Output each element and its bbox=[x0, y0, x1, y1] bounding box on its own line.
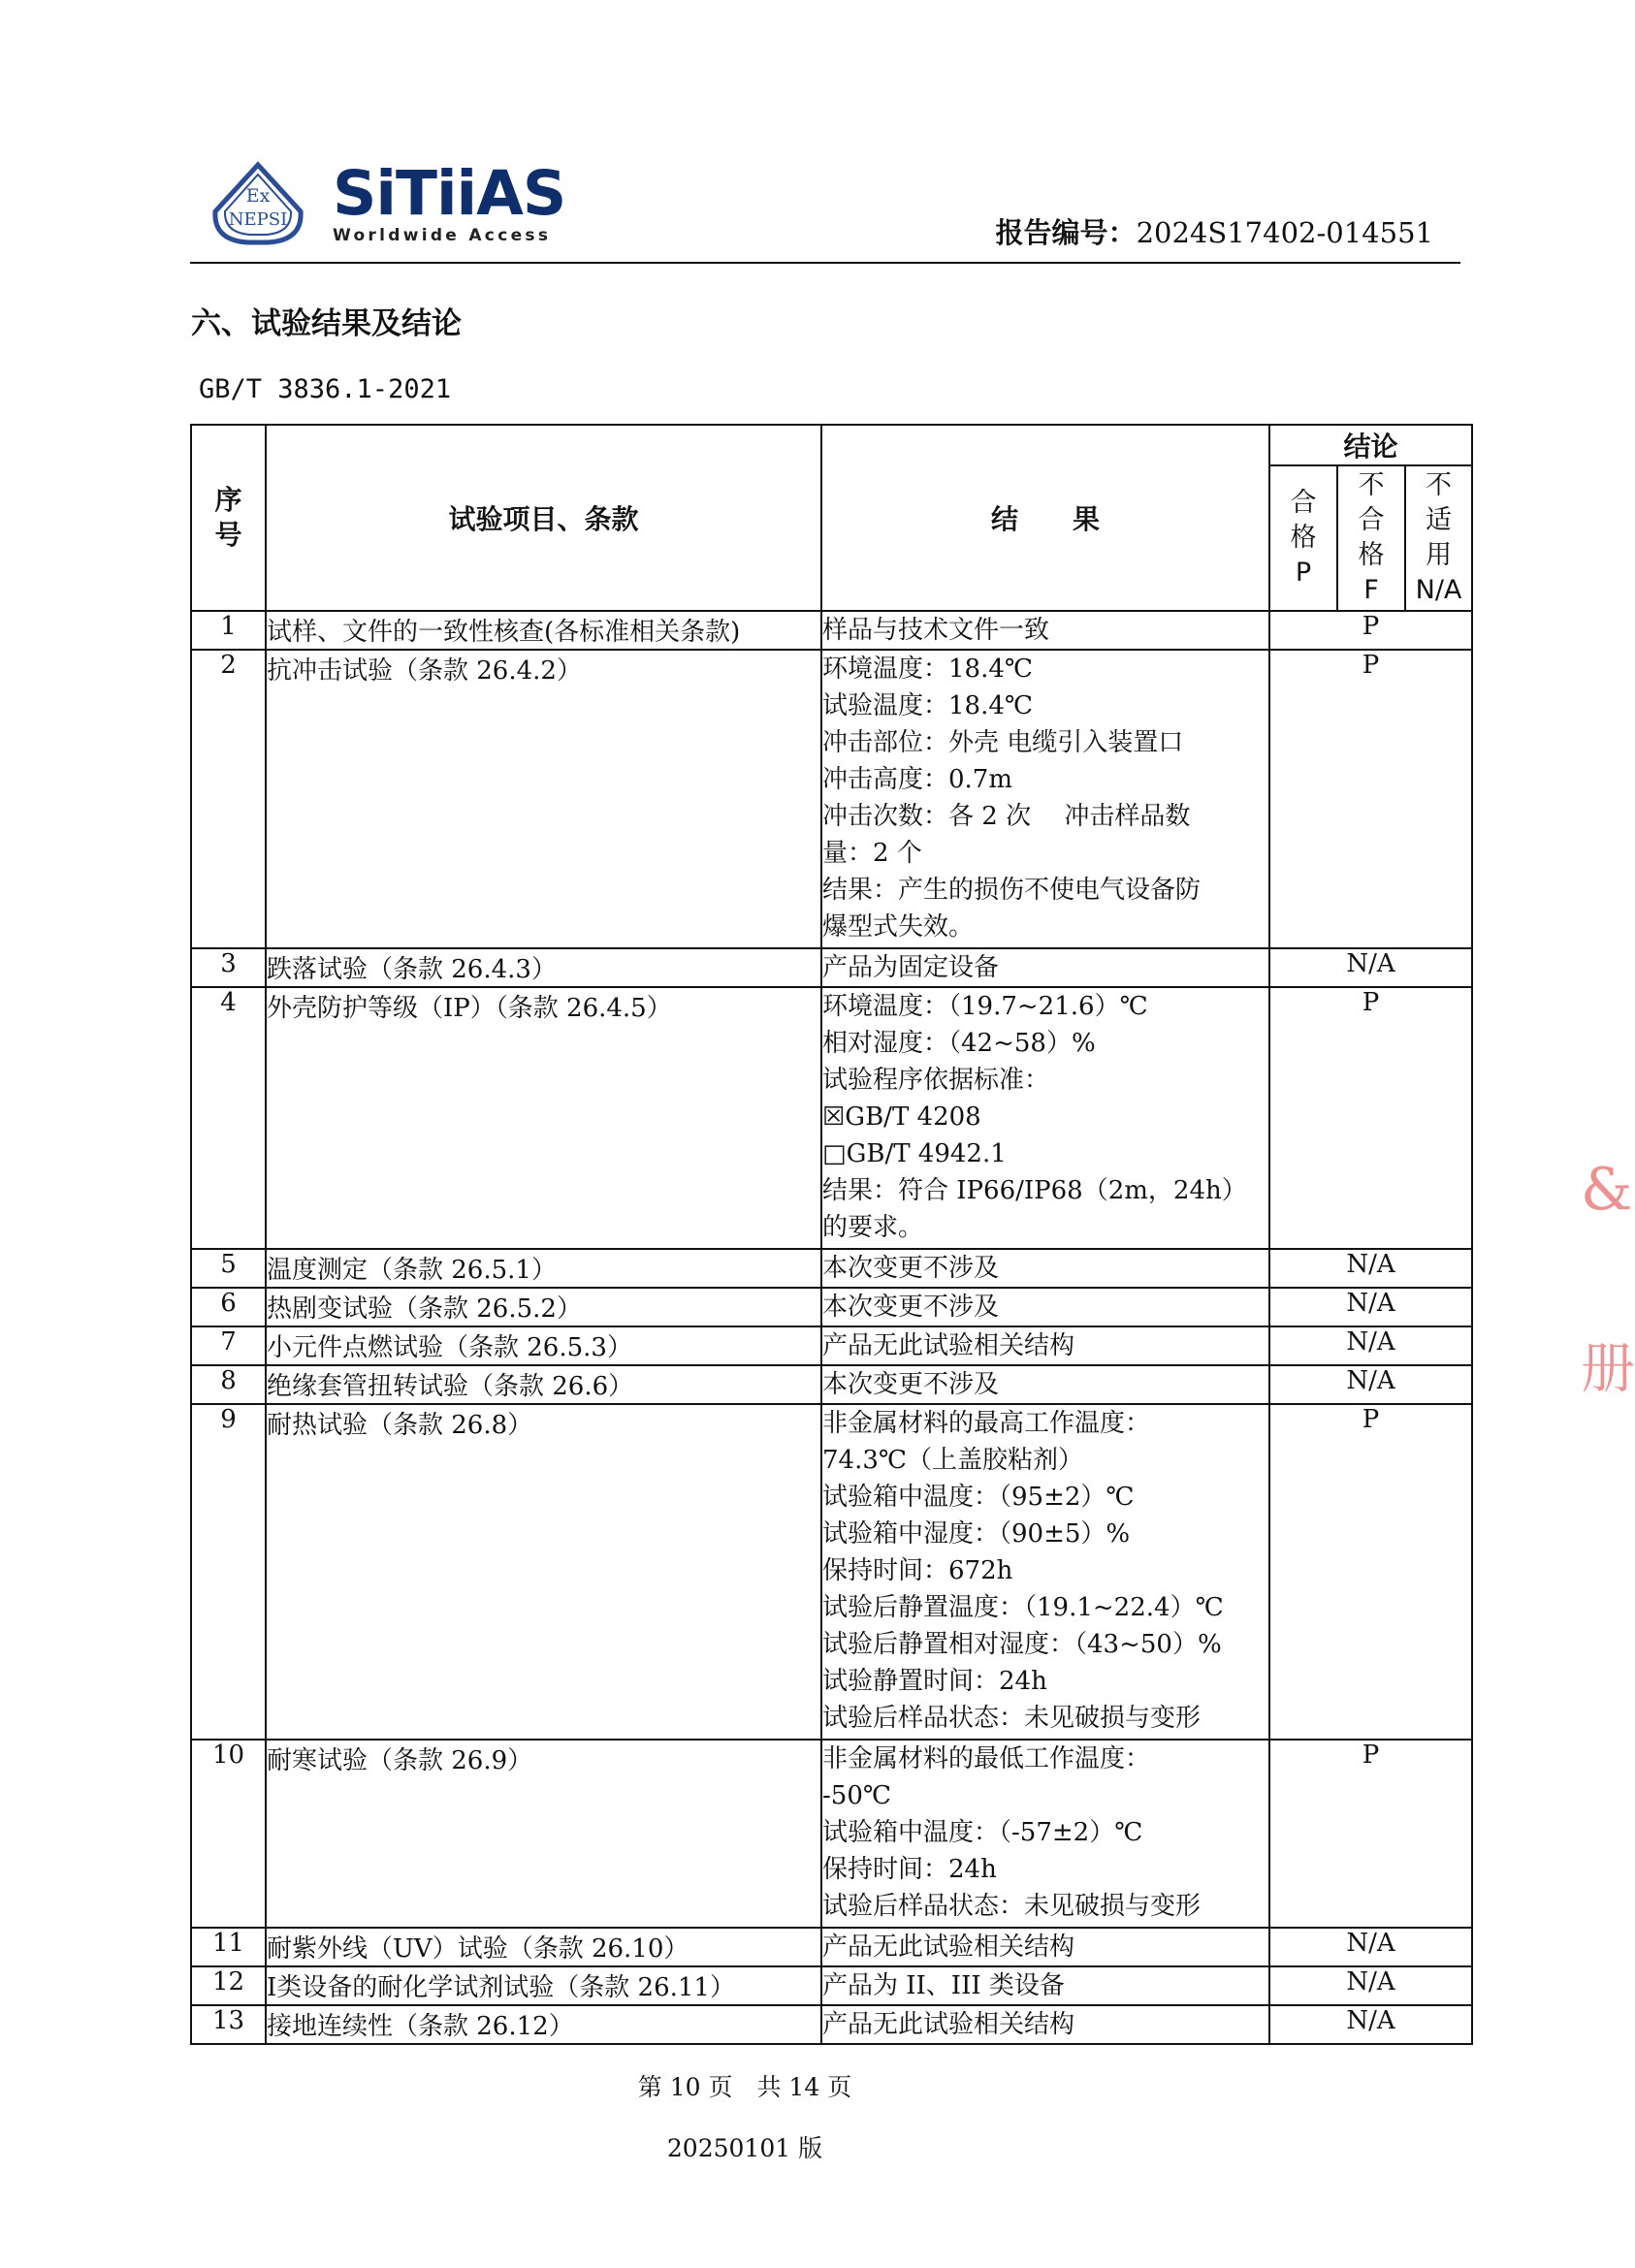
result-line: 产品为固定设备 bbox=[822, 953, 1000, 982]
test-result bbox=[821, 948, 1269, 987]
page-number: 第 10 页 共 14 页 bbox=[637, 2073, 852, 2101]
result-line: 相对湿度：（42~58）% bbox=[822, 1029, 1096, 1058]
test-item: 跌落试验（条款 26.4.3） bbox=[266, 948, 821, 987]
result-line: 试验温度：18.4℃ bbox=[822, 691, 1033, 720]
results-table bbox=[190, 424, 1473, 2045]
standard-title: GB/T 3836.1-2021 bbox=[199, 374, 452, 404]
nepsi-logo bbox=[209, 161, 306, 248]
result-line: 的要求。 bbox=[822, 1213, 924, 1242]
report-number-value: 2024S17402-014551 bbox=[1136, 216, 1433, 249]
conclusion-value: N/A bbox=[1269, 1928, 1472, 1966]
brand-name: SiTiiAS bbox=[333, 158, 566, 229]
test-item: 绝缘套管扭转试验（条款 26.6） bbox=[266, 1365, 821, 1404]
row-number: 2 bbox=[191, 650, 266, 948]
result-line: 环境温度：（19.7~21.6）℃ bbox=[822, 992, 1148, 1021]
brand-tagline: Worldwide Access bbox=[333, 226, 552, 245]
result-line: 量：2 个 bbox=[822, 839, 922, 868]
table-body bbox=[191, 611, 1472, 2044]
conclusion-value: P bbox=[1269, 987, 1472, 1249]
header-conclusion: 结论 bbox=[1269, 425, 1472, 465]
result-line: 试验后样品状态：未见破损与变形 bbox=[822, 1892, 1202, 1921]
row-number: 7 bbox=[191, 1326, 266, 1365]
table-row bbox=[191, 1249, 1472, 1288]
row-number: 11 bbox=[191, 1928, 266, 1966]
conclusion-value: N/A bbox=[1269, 1326, 1472, 1365]
test-item: 耐寒试验（条款 26.9） bbox=[266, 1740, 821, 1928]
test-result bbox=[821, 1365, 1269, 1404]
test-item: 小元件点燃试验（条款 26.5.3） bbox=[266, 1326, 821, 1365]
conclusion-value: N/A bbox=[1269, 1249, 1472, 1288]
result-line: 冲击部位：外壳 电缆引入装置口 bbox=[822, 728, 1184, 757]
test-item: 温度测定（条款 26.5.1） bbox=[266, 1249, 821, 1288]
test-result bbox=[821, 987, 1269, 1249]
result-line: 试验后静置温度：（19.1~22.4）℃ bbox=[822, 1593, 1224, 1622]
result-line: 产品无此试验相关结构 bbox=[822, 1933, 1075, 1962]
conclusion-value: P bbox=[1269, 650, 1472, 948]
test-item: 热剧变试验（条款 26.5.2） bbox=[266, 1288, 821, 1326]
result-line: 本次变更不涉及 bbox=[822, 1254, 1000, 1283]
row-number: 4 bbox=[191, 987, 266, 1249]
test-result bbox=[821, 2005, 1269, 2044]
table-row bbox=[191, 1966, 1472, 2005]
row-number: 5 bbox=[191, 1249, 266, 1288]
header-na: 不 适 用 N/A bbox=[1405, 465, 1472, 611]
table-row bbox=[191, 650, 1472, 948]
report-number-label: 报告编号： bbox=[995, 216, 1137, 249]
sitiias-logo bbox=[333, 158, 566, 250]
side-seal-fragment-top: & bbox=[1581, 1156, 1633, 1224]
result-line: 结果：符合 IP66/IP68（2m，24h） bbox=[822, 1176, 1247, 1205]
result-line: 样品与技术文件一致 bbox=[822, 616, 1050, 645]
conclusion-value: N/A bbox=[1269, 948, 1472, 987]
result-line: 试验后样品状态：未见破损与变形 bbox=[822, 1704, 1202, 1733]
header-item: 试验项目、条款 bbox=[266, 425, 821, 611]
row-number: 9 bbox=[191, 1404, 266, 1740]
test-result bbox=[821, 650, 1269, 948]
result-line: 本次变更不涉及 bbox=[822, 1293, 1000, 1322]
result-line: 本次变更不涉及 bbox=[822, 1370, 1000, 1399]
conclusion-value: P bbox=[1269, 1740, 1472, 1928]
result-line: 产品无此试验相关结构 bbox=[822, 2010, 1075, 2039]
version-label: 20250101 版 bbox=[666, 2134, 823, 2162]
result-line: 试验箱中温度：（-57±2）℃ bbox=[822, 1818, 1143, 1847]
result-line: 非金属材料的最低工作温度： bbox=[822, 1744, 1151, 1773]
result-line: 产品无此试验相关结构 bbox=[822, 1331, 1075, 1360]
row-number: 10 bbox=[191, 1740, 266, 1928]
table-row bbox=[191, 1404, 1472, 1740]
side-seal-fragment-bottom: 册 bbox=[1581, 1338, 1635, 1401]
row-number: 13 bbox=[191, 2005, 266, 2044]
result-line: 试验程序依据标准： bbox=[822, 1066, 1050, 1095]
table-row bbox=[191, 948, 1472, 987]
test-result bbox=[821, 1249, 1269, 1288]
row-number: 1 bbox=[191, 611, 266, 650]
test-result bbox=[821, 1404, 1269, 1740]
header-divider bbox=[190, 262, 1460, 264]
table-row bbox=[191, 1365, 1472, 1404]
result-line: 试验后静置相对湿度：（43~50）% bbox=[822, 1630, 1222, 1659]
header-pass: 合 格 P bbox=[1269, 465, 1337, 611]
result-line: 保持时间：24h bbox=[822, 1855, 997, 1884]
result-line: 产品为 II、III 类设备 bbox=[822, 1971, 1065, 2000]
result-line: 冲击次数：各 2 次 冲击样品数 bbox=[822, 802, 1191, 831]
test-item: 试样、文件的一致性核查(各标准相关条款) bbox=[266, 611, 821, 650]
test-result bbox=[821, 1326, 1269, 1365]
row-number: 3 bbox=[191, 948, 266, 987]
row-number: 12 bbox=[191, 1966, 266, 2005]
test-result bbox=[821, 1740, 1269, 1928]
test-item: 耐热试验（条款 26.8） bbox=[266, 1404, 821, 1740]
result-line: 爆型式失效。 bbox=[822, 912, 975, 942]
table-row bbox=[191, 987, 1472, 1249]
result-line: 试验静置时间：24h bbox=[822, 1667, 1047, 1696]
result-line: 结果：产生的损伤不使电气设备防 bbox=[822, 876, 1202, 905]
test-item: 接地连续性（条款 26.12） bbox=[266, 2005, 821, 2044]
table-row bbox=[191, 1326, 1472, 1365]
result-line: 非金属材料的最高工作温度： bbox=[822, 1409, 1151, 1438]
result-line: 74.3℃（上盖胶粘剂） bbox=[822, 1446, 1083, 1475]
test-result bbox=[821, 611, 1269, 650]
header-fail: 不 合 格 F bbox=[1337, 465, 1405, 611]
conclusion-value: N/A bbox=[1269, 1365, 1472, 1404]
conclusion-value: N/A bbox=[1269, 1288, 1472, 1326]
result-line: ☒GB/T 4208 bbox=[822, 1102, 981, 1132]
result-line: 试验箱中湿度：（90±5）% bbox=[822, 1519, 1131, 1549]
test-item: 外壳防护等级（IP）（条款 26.4.5） bbox=[266, 987, 821, 1249]
header-result: 结 果 bbox=[821, 425, 1269, 611]
result-line: 环境温度：18.4℃ bbox=[822, 655, 1033, 684]
conclusion-value: N/A bbox=[1269, 2005, 1472, 2044]
result-line: 保持时间：672h bbox=[822, 1556, 1013, 1585]
test-item: 耐紫外线（UV）试验（条款 26.10） bbox=[266, 1928, 821, 1966]
table-row bbox=[191, 1740, 1472, 1928]
result-line: 冲击高度：0.7m bbox=[822, 765, 1013, 794]
result-line: -50℃ bbox=[822, 1781, 891, 1810]
test-result bbox=[821, 1288, 1269, 1326]
table-row bbox=[191, 2005, 1472, 2044]
test-result bbox=[821, 1966, 1269, 2005]
test-item: 抗冲击试验（条款 26.4.2） bbox=[266, 650, 821, 948]
svg-text:NEPSI: NEPSI bbox=[228, 209, 288, 230]
conclusion-value: P bbox=[1269, 1404, 1472, 1740]
conclusion-value: N/A bbox=[1269, 1966, 1472, 2005]
table-row bbox=[191, 1928, 1472, 1966]
conclusion-value: P bbox=[1269, 611, 1472, 650]
row-number: 6 bbox=[191, 1288, 266, 1326]
section-title: 六、试验结果及结论 bbox=[191, 306, 462, 341]
result-line: 试验箱中温度：（95±2）℃ bbox=[822, 1483, 1135, 1512]
header-no: 序 号 bbox=[191, 425, 266, 611]
row-number: 8 bbox=[191, 1365, 266, 1404]
report-number bbox=[996, 211, 1433, 251]
test-result bbox=[821, 1928, 1269, 1966]
table-row bbox=[191, 611, 1472, 650]
svg-text:Ex: Ex bbox=[245, 185, 271, 207]
table-row bbox=[191, 1288, 1472, 1326]
result-line: □GB/T 4942.1 bbox=[822, 1139, 1007, 1168]
test-item: Ⅰ类设备的耐化学试剂试验（条款 26.11） bbox=[266, 1966, 821, 2005]
